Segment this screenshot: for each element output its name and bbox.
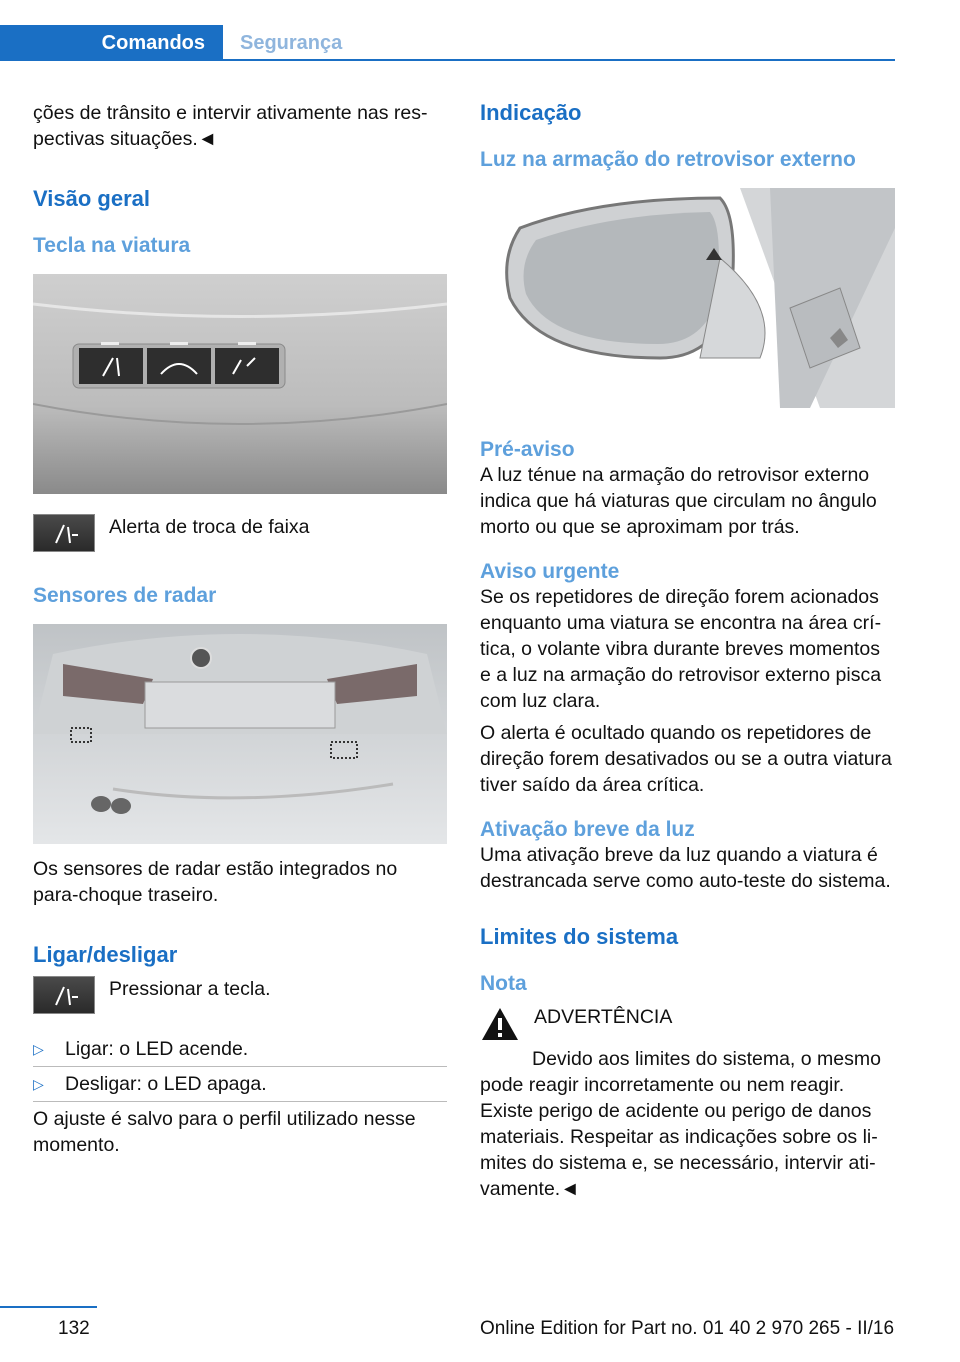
brief-text: Uma ativação breve da luz quando a viatura é destrancada serve como auto-teste do sistema. <box>480 844 891 892</box>
lane-alert-row <box>33 514 447 552</box>
warning-block <box>480 1002 895 1042</box>
prewarning-text: A luz ténue na armação do retrovisor externo indica que há viaturas que circulam no ângulo morto ou que se aproximam por trás. <box>480 464 877 538</box>
lane-change-warning-icon <box>33 514 95 552</box>
list-item: ▷ Ligar: o LED acende. <box>33 1038 249 1060</box>
heading-urgent: Aviso urgente <box>480 560 620 583</box>
warning-triangle-icon <box>480 1006 520 1042</box>
header-bar <box>0 25 895 61</box>
tab-comandos[interactable]: Comandos <box>0 25 223 61</box>
hidden-text: O alerta é ocultado quando os repetidores de direção forem desativados ou se a outra viatura tiver saído da área crítica. <box>480 722 892 796</box>
urgent-text: Se os repetidores de direção forem acionados enquanto uma viatura se encontra na área crítica, o volante vibra durante breves momentos e a luz na armação do retrovisor externo pisca com luz clara. <box>480 586 882 712</box>
divider <box>33 1066 447 1067</box>
heading-note: Nota <box>480 972 527 995</box>
left-column <box>33 100 447 1158</box>
heading-display: Indicação <box>480 100 582 125</box>
heading-overview: Visão geral <box>33 186 150 211</box>
footer-divider <box>0 1306 97 1308</box>
edition-text: Online Edition for Part no. 01 40 2 970 265 - II/16 <box>480 1318 895 1339</box>
tab-seguranca[interactable]: Segurança <box>240 31 343 54</box>
triangle-bullet-icon: ▷ <box>33 1041 44 1057</box>
page-number: 132 <box>58 1318 90 1339</box>
warning-text: Devido aos limites do sistema, o mesmo pode reagir incorretamente ou nem reagir. Existe perigo de acidente ou perigo de danos materiais. Respeitar as indicações sobre os limites do sistema e, se necessário, intervir ativamente.◄ <box>480 1048 881 1200</box>
lane-change-warning-icon-2 <box>33 976 95 1014</box>
save-text: O ajuste é salvo para o perfil utilizado nesse momento. <box>33 1108 416 1156</box>
list-item: ▷ Desligar: o LED apaga. <box>33 1073 267 1095</box>
mirror-image <box>480 188 895 408</box>
warning-title: ADVERTÊNCIA <box>534 1006 673 1028</box>
radar-text: Os sensores de radar estão integrados no para-choque traseiro. <box>33 858 398 906</box>
triangle-bullet-icon: ▷ <box>33 1076 44 1092</box>
right-column <box>480 100 895 1202</box>
heading-button: Tecla na viatura <box>33 234 191 257</box>
heading-on-off: Ligar/desligar <box>33 942 178 967</box>
heading-brief-activation: Ativação breve da luz <box>480 818 695 841</box>
header-divider <box>0 59 895 61</box>
rear-bumper-image <box>33 624 447 844</box>
heading-prewarning: Pré-aviso <box>480 438 575 461</box>
press-text: Pressionar a tecla. <box>109 978 271 1000</box>
heading-system-limits: Limites do sistema <box>480 924 679 949</box>
heading-radar: Sensores de radar <box>33 584 217 607</box>
lane-alert-caption: Alerta de troca de faixa <box>109 516 310 538</box>
button-panel-image <box>33 274 447 494</box>
press-row <box>33 976 447 1014</box>
divider <box>33 1101 447 1102</box>
heading-mirror-light: Luz na armação do retrovisor externo <box>480 148 856 171</box>
intro-text: ções de trânsito e intervir ativamente nas respectivas situações.◄ <box>33 102 428 150</box>
